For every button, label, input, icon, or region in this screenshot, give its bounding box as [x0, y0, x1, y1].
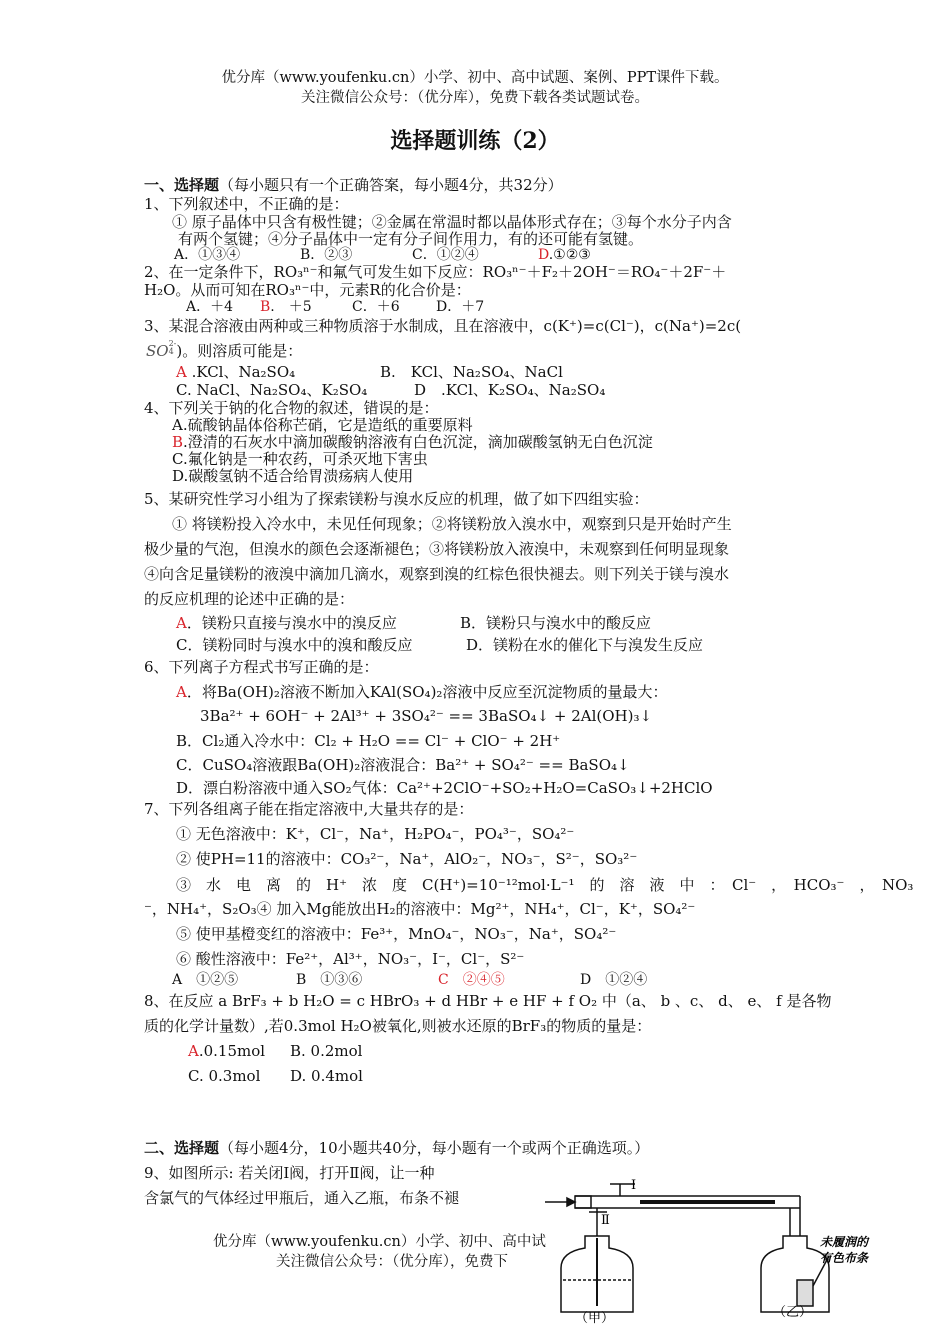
q9-line-2: 含氯气的气体经过甲瓶后，通入乙瓶，布条不褪 [144, 1189, 460, 1207]
footer-line-2: 关注微信公众号：（优分库），免费下 [276, 1254, 508, 1270]
q2-option-c: C．＋6 [352, 299, 400, 315]
section-2-note: （每小题4分，10小题共40分，每小题有一个或两个正确选项。） [219, 1139, 650, 1157]
q1-option-d-letter: D [538, 247, 549, 263]
section-1-note: （每小题只有一个正确答案，每小题4分，共32分） [219, 176, 563, 194]
section-1-heading [144, 176, 563, 194]
q7-option-b: B ①③⑥ [296, 972, 363, 988]
q1-option-b: B．②③ [300, 247, 353, 263]
q8-option-a-letter: A [188, 1042, 199, 1060]
apparatus-diagram [545, 1176, 905, 1324]
valve-2-label: Ⅱ [601, 1213, 610, 1228]
q8-option-a-text: .0.15mol [198, 1042, 266, 1060]
bottle-yi-label: （乙） [773, 1305, 813, 1320]
apparatus-figure [545, 1176, 905, 1324]
q1-option-d [538, 247, 591, 264]
q1-stem: 1、下列叙述中，不正确的是： [144, 195, 349, 213]
q7-item-6: ⑥ 酸性溶液中：Fe²⁺，Al³⁺，NO₃⁻，I⁻，Cl⁻，S²⁻ [176, 950, 525, 968]
q3-option-d: D .KCl、K₂SO₄、Na₂SO₄ [414, 381, 606, 399]
header-line-1: 优分库（www.youfenku.cn）小学、初中、高中试题、案例、PPT课件下载。 [221, 70, 729, 86]
valve-1-label: Ⅰ [631, 1178, 637, 1193]
q4-option-c: C.氟化钠是一种农药，可杀灭地下害虫 [172, 450, 428, 468]
tube-inlet-section [575, 1196, 591, 1208]
q3-option-a-letter: A [176, 363, 187, 381]
q6-option-a-letter: A [176, 683, 187, 701]
q3-option-a [176, 363, 295, 381]
q3-option-b: B. KCl、Na₂SO₄、NaCl [380, 363, 563, 381]
q4-stem: 4、下列关于钠的化合物的叙述，错误的是： [144, 399, 439, 417]
q7-stem: 7、下列各组离子能在指定溶液中,大量共存的是： [144, 800, 474, 818]
inlet-arrow-head [567, 1198, 575, 1206]
q3-option-c: C. NaCl、Na₂SO₄、K₂SO₄ [176, 381, 368, 399]
q2-option-d: D．＋7 [436, 299, 485, 315]
q1-option-d-text: .①②③ [548, 247, 591, 263]
q4-option-d: D.碳酸氢钠不适合给胃溃疡病人使用 [172, 467, 414, 485]
q5-option-c: C．镁粉同时与溴水中的溴和酸反应 [176, 636, 413, 654]
q3-line-2 [146, 340, 302, 360]
q1-line-1: ① 原子晶体中只含有极性键；②金属在常温时都以晶体形式存在；③每个水分子内含 [172, 213, 732, 231]
q2-line-2: H₂O。从而可知在RO₃ⁿ⁻中，元素R的化合价是： [144, 281, 471, 299]
q5-option-a [176, 614, 397, 632]
q3-sulfate-formula: SO [146, 342, 169, 360]
cloth-label-1: 未履润的 [820, 1235, 869, 1249]
q2-option-a: A．＋4 [186, 299, 234, 315]
q7-item-2: ② 使PH=11的溶液中：CO₃²⁻，Na⁺，AlO₂⁻，NO₃⁻，S²⁻，SO₃²⁻ [176, 850, 638, 868]
q1-option-c: C．①②④ [412, 247, 479, 263]
q5-para-1: ① 将镁粉投入冷水中，未见任何现象；②将镁粉放入溴水中，观察到只是开始时产生 [172, 515, 732, 533]
q5-option-d: D．镁粉在水的催化下与溴发生反应 [466, 636, 704, 654]
q5-option-a-text: ．镁粉只直接与溴水中的溴反应 [186, 614, 397, 632]
q3-line-1: 3、某混合溶液由两种或三种物质溶于水制成，且在溶液中，c(K⁺)=c(Cl⁻)，c(Na⁺)=2c( [144, 317, 742, 335]
header-line-2: 关注微信公众号：（优分库），免费下载各类试题试卷。 [301, 90, 649, 106]
q4-option-b [172, 433, 653, 451]
q4-option-b-letter: B [172, 433, 184, 451]
q3-sulfate-charge: 2- 4 [168, 339, 177, 356]
page-title: 选择题训练（2） [390, 128, 560, 154]
q7-item-1: ① 无色溶液中：K⁺，Cl⁻，Na⁺，H₂PO₄⁻，PO₄³⁻，SO₄²⁻ [176, 825, 575, 843]
q6-option-a-text: ．将Ba(OH)₂溶液不断加入KAl(SO₄)₂溶液中反应至沉淀物质的量最大： [186, 683, 668, 701]
section-1-label: 一、选择题 [144, 176, 220, 194]
q8-option-a [188, 1042, 265, 1060]
section-2-label: 二、选择题 [144, 1139, 220, 1157]
q2-option-b [260, 299, 312, 316]
q3-line-2-text: )。则溶质可能是： [176, 342, 303, 360]
q8-option-c: C. 0.3mol [188, 1067, 261, 1085]
bottle-jia-label: （甲） [575, 1311, 615, 1324]
q4-option-a: A.硫酸钠晶体俗称芒硝，它是造纸的重要原料 [172, 416, 473, 434]
cloth-label-2: 有色布条 [820, 1251, 869, 1265]
q7-item-3a: ③ 水 电 离 的 H⁺ 浓 度 C(H⁺)=10⁻¹²mol·L⁻¹ 的 溶 液 中 ： Cl⁻ ， HCO₃⁻ ， NO₃ [176, 876, 914, 894]
q5-para-2: 极少量的气泡，但溴水的颜色会逐渐褪色；③将镁粉放入液溴中，未观察到任何明显现象 [144, 540, 730, 558]
q5-stem: 5、某研究性学习小组为了探索镁粉与溴水反应的机理，做了如下四组实验： [144, 490, 649, 508]
q7-item-5: ⑤ 使甲基橙变红的溶液中：Fe³⁺，MnO₄⁻，NO₃⁻，Na⁺，SO₄²⁻ [176, 925, 617, 943]
q7-option-a: A ①②⑤ [172, 972, 239, 988]
q7-option-d: D ①②④ [580, 972, 648, 988]
q2-option-b-letter: B [260, 299, 271, 315]
q2-option-b-text: . ＋5 [270, 299, 312, 315]
q5-para-3: ④向含足量镁粉的液溴中滴加几滴水，观察到溴的红棕色很快褪去。则下列关于镁与溴水 [144, 565, 730, 583]
q5-para-4: 的反应机理的论述中正确的是： [144, 590, 355, 608]
q3-option-a-text: .KCl、Na₂SO₄ [191, 363, 296, 381]
q8-option-d: D. 0.4mol [290, 1067, 363, 1085]
q8-option-b: B. 0.2mol [290, 1042, 363, 1060]
q2-line-1: 2、在一定条件下，RO₃ⁿ⁻和氟气可发生如下反应：RO₃ⁿ⁻＋F₂＋2OH⁻＝RO₄⁻＋2F⁻＋ [144, 263, 727, 281]
q6-option-d: D．漂白粉溶液中通入SO₂气体：Ca²⁺+2ClO⁻+SO₂+H₂O=CaSO₃↓+2HClO [176, 779, 713, 797]
section-2-heading [144, 1139, 649, 1157]
q5-option-b: B．镁粉只与溴水中的酸反应 [460, 614, 652, 632]
q6-option-a-equation: 3Ba²⁺ + 6OH⁻ + 2Al³⁺ + 3SO₄²⁻ == 3BaSO₄↓ + 2Al(OH)₃↓ [200, 707, 653, 725]
q7-option-c: C ②④⑤ [438, 972, 505, 988]
q6-option-a [176, 683, 667, 701]
q8-line-1: 8、在反应 a BrF₃ + b H₂O = c HBrO₃ + d HBr + e HF + f O₂ 中（a、 b 、c、 d、 e、 f 是各物 [144, 992, 832, 1010]
q7-item-3b: ⁻，NH₄⁺，S₂O₃④ 加入Mg能放出H₂的溶液中：Mg²⁺，NH₄⁺，Cl⁻，K⁺，SO₄²⁻ [144, 900, 696, 918]
footer-line-1: 优分库（www.youfenku.cn）小学、初中、高中试 [213, 1234, 546, 1250]
q5-option-a-letter: A [176, 614, 187, 632]
q6-option-c: C．CuSO₄溶液跟Ba(OH)₂溶液混合：Ba²⁺ + SO₄²⁻ == BaSO₄↓ [176, 756, 630, 774]
q6-stem: 6、下列离子方程式书写正确的是： [144, 658, 379, 676]
q9-line-1: 9、如图所示: 若关闭Ⅰ阀，打开Ⅱ阀，让一种 [144, 1164, 435, 1182]
q6-option-b: B．Cl₂通入冷水中：Cl₂ + H₂O == Cl⁻ + ClO⁻ + 2H⁺ [176, 732, 561, 750]
q4-option-b-text: .澄清的石灰水中滴加碳酸钠溶液有白色沉淀，滴加碳酸氢钠无白色沉淀 [183, 433, 653, 451]
q1-line-2: 有两个氢键；④分子晶体中一定有分子间作用力，有的还可能有氢键。 [178, 230, 644, 248]
q8-line-2: 质的化学计量数）,若0.3mol H₂O被氧化,则被水还原的BrF₃的物质的量是： [144, 1017, 652, 1035]
colored-cloth-strip [797, 1280, 813, 1306]
q1-option-a: A．①③④ [174, 247, 241, 263]
